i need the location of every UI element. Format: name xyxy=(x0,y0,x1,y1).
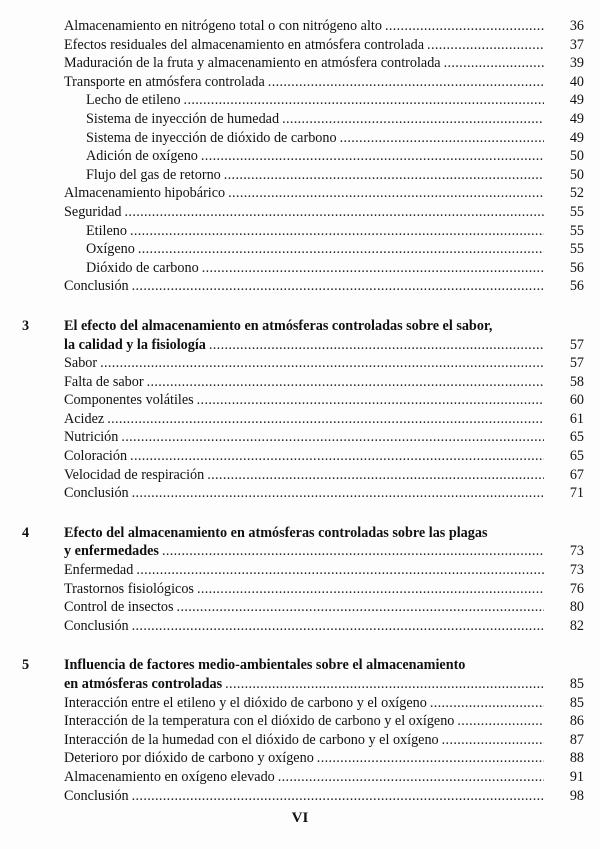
toc-subentry xyxy=(86,110,584,129)
toc-entry-label: Componentes volátiles xyxy=(64,392,194,409)
toc-entry-line xyxy=(64,203,584,222)
toc-page-number: 98 xyxy=(569,787,584,804)
toc-page-number: 57 xyxy=(569,355,584,372)
toc-subentry xyxy=(86,147,584,166)
toc-entry-line xyxy=(64,54,584,73)
chapter-title-line: Influencia de factores medio-ambientales sobre el almacenamiento xyxy=(64,657,466,674)
toc-entry-label: Interacción de la temperatura con el dióxido de carbono y el oxígeno xyxy=(64,713,455,730)
toc-page-number: 56 xyxy=(569,259,584,276)
toc-entry xyxy=(64,354,584,373)
dot-leader xyxy=(197,391,544,410)
toc-entry-label: Deterioro por dióxido de carbono y oxígeno xyxy=(64,750,314,767)
toc-entry-label: Etileno xyxy=(86,222,127,239)
toc-entry xyxy=(64,203,584,222)
toc-page-number: 36 xyxy=(569,18,584,34)
chapter-title-line: Efecto del almacenamiento en atmósferas controladas sobre las plagas xyxy=(64,524,488,541)
toc-page-number: 50 xyxy=(569,148,584,165)
toc-subentry xyxy=(86,240,584,259)
toc-entry-label: Almacenamiento hipobárico xyxy=(64,185,226,202)
toc-entry xyxy=(64,768,584,787)
dot-leader xyxy=(184,91,544,110)
toc-entry-line xyxy=(64,694,584,713)
toc-entry-line xyxy=(64,675,584,694)
toc-page-number: 37 xyxy=(569,36,584,53)
toc-entry-line xyxy=(86,110,584,129)
toc-entry-line xyxy=(86,259,584,278)
toc-entry xyxy=(64,184,584,203)
toc-page-number: 65 xyxy=(569,448,584,465)
toc-entry-line xyxy=(86,129,584,148)
toc-page-number: 82 xyxy=(569,617,584,634)
toc-entry xyxy=(64,54,584,73)
toc-page-number: 56 xyxy=(569,278,584,295)
toc-entry-line xyxy=(64,447,584,466)
toc-entry-line xyxy=(64,731,584,750)
dot-leader xyxy=(125,203,544,222)
toc-entry xyxy=(64,694,584,713)
page-folio: VI xyxy=(291,810,309,826)
toc-page-number: 61 xyxy=(569,410,584,427)
dot-leader xyxy=(282,110,544,129)
chapter-block xyxy=(0,656,600,805)
dot-leader xyxy=(278,768,544,787)
toc-entry-label: Interacción entre el etileno y el dióxido de carbono y el oxígeno xyxy=(64,694,427,711)
toc-entry xyxy=(64,277,584,296)
dot-leader xyxy=(385,17,544,36)
toc-entry-label: Seguridad xyxy=(64,203,122,220)
toc-entry-label: Sistema de inyección de dióxido de carbono xyxy=(86,129,337,146)
toc-subentry xyxy=(86,166,584,185)
toc-entry-label: Efectos residuales del almacenamiento en atmósfera controlada xyxy=(64,36,425,53)
toc-entry-label: Maduración de la fruta y almacenamiento en atmósfera controlada xyxy=(64,55,441,72)
dot-leader xyxy=(268,73,544,92)
toc-entry-label: Sistema de inyección de humedad xyxy=(86,110,280,127)
dot-leader xyxy=(121,428,544,447)
toc-entry xyxy=(64,36,584,55)
dot-leader xyxy=(130,222,544,241)
toc-entry-line xyxy=(64,36,584,55)
toc-entry-label: Enfermedad xyxy=(64,562,134,579)
chapter-number: 5 xyxy=(22,657,30,674)
toc-entry xyxy=(64,731,584,750)
toc-entry-label: Sabor xyxy=(64,355,98,372)
toc-entry-label: Oxígeno xyxy=(86,241,135,258)
toc-page-number: 80 xyxy=(569,599,584,616)
dot-leader xyxy=(100,354,544,373)
dot-leader xyxy=(224,166,544,185)
toc-entry-line xyxy=(64,373,584,392)
toc-entry-line xyxy=(64,336,584,355)
dot-leader xyxy=(132,484,544,503)
dot-leader xyxy=(162,542,544,561)
toc-entry-label: Coloración xyxy=(64,448,128,465)
toc-entry xyxy=(64,466,584,485)
dot-leader xyxy=(228,184,544,203)
toc-entry-line xyxy=(64,428,584,447)
dot-leader xyxy=(209,336,544,355)
chapter-title-line: en atmósferas controladas xyxy=(64,676,223,692)
toc-entry xyxy=(64,580,584,599)
toc-entry-label: Adición de oxígeno xyxy=(86,148,198,165)
toc-entry-line xyxy=(64,484,584,503)
toc-page-number: 49 xyxy=(569,92,584,109)
toc-entry-line xyxy=(64,184,584,203)
dot-leader xyxy=(132,277,544,296)
toc-entry-label: Conclusión xyxy=(64,617,129,634)
dot-leader xyxy=(130,447,544,466)
toc-entry-line xyxy=(64,466,584,485)
toc-entry-line xyxy=(64,768,584,787)
toc-entry xyxy=(64,484,584,503)
toc-page-number: 50 xyxy=(569,166,584,183)
chapter-title xyxy=(64,656,584,693)
toc-entry-line xyxy=(64,787,584,806)
toc-page-number: 73 xyxy=(569,543,584,560)
toc-page-number: 76 xyxy=(569,580,584,597)
toc-entry xyxy=(64,17,584,36)
toc-entry-line xyxy=(64,391,584,410)
toc-entry xyxy=(64,428,584,447)
chapter-number: 4 xyxy=(22,524,30,541)
toc-page-number: 91 xyxy=(569,768,584,785)
toc-entry xyxy=(64,712,584,731)
dot-leader xyxy=(147,373,544,392)
toc-subentry xyxy=(86,259,584,278)
toc-page-number: 73 xyxy=(569,562,584,579)
chapter-block xyxy=(0,524,600,636)
dot-leader xyxy=(317,749,544,768)
toc-page-number: 52 xyxy=(569,185,584,202)
toc-page-number: 85 xyxy=(569,694,584,711)
toc-entry xyxy=(64,410,584,429)
toc-entry-label: Transporte en atmósfera controlada xyxy=(64,73,265,90)
toc-page-number: 71 xyxy=(569,485,584,502)
toc-entry-line xyxy=(64,712,584,731)
toc-subentry xyxy=(86,129,584,148)
toc-entry-line xyxy=(64,542,584,561)
toc-entry-label: Acidez xyxy=(64,410,105,427)
toc-entry-line xyxy=(64,580,584,599)
toc-entry-line xyxy=(64,749,584,768)
toc-entry-label: Lecho de etileno xyxy=(86,92,181,109)
toc-entry xyxy=(64,73,584,92)
toc-entry xyxy=(64,373,584,392)
toc-page-number: 86 xyxy=(569,713,584,730)
toc-entry-line xyxy=(64,598,584,617)
chapter-title xyxy=(64,524,584,561)
toc-entry-line xyxy=(64,277,584,296)
toc-entry-line xyxy=(64,354,584,373)
toc-page-number: 40 xyxy=(569,73,584,90)
toc-page-number: 55 xyxy=(569,203,584,220)
toc-entry xyxy=(64,787,584,806)
toc-page-number: 39 xyxy=(569,55,584,72)
toc-entry-label: Velocidad de respiración xyxy=(64,466,205,483)
toc-page-number: 55 xyxy=(569,222,584,239)
toc-entry-line xyxy=(64,617,584,636)
dot-leader xyxy=(225,675,544,694)
dot-leader xyxy=(202,259,544,278)
toc-page-number: 58 xyxy=(569,373,584,390)
toc-entry-line xyxy=(86,166,584,185)
toc-entry xyxy=(64,391,584,410)
dot-leader xyxy=(138,240,544,259)
toc-entry xyxy=(64,617,584,636)
dot-leader xyxy=(201,147,544,166)
toc-entry-line xyxy=(64,561,584,580)
toc-entry-label: Almacenamiento en nitrógeno total o con nitrógeno alto xyxy=(64,18,382,34)
chapter-number: 3 xyxy=(22,317,30,334)
toc-entry xyxy=(64,749,584,768)
toc-subentry xyxy=(86,222,584,241)
toc-entry-label: Flujo del gas de retorno xyxy=(86,166,221,183)
dot-leader xyxy=(207,466,544,485)
chapter-title-line: El efecto del almacenamiento en atmósferas controladas sobre el sabor, xyxy=(64,317,493,334)
toc-entry-line xyxy=(64,17,584,36)
toc-entry-line xyxy=(86,91,584,110)
toc-page-number: 49 xyxy=(569,110,584,127)
toc-entry xyxy=(64,447,584,466)
chapter-title-row xyxy=(64,675,584,694)
chapter-title-line: la calidad y la fisiología xyxy=(64,336,206,353)
toc-entry-line xyxy=(86,222,584,241)
chapter-title-row xyxy=(64,336,584,355)
chapter-title xyxy=(64,317,584,354)
toc-entry-label: Interacción de la humedad con el dióxido de carbono y el oxígeno xyxy=(64,731,439,748)
dot-leader xyxy=(340,129,544,148)
toc-entry-label: Control de insectos xyxy=(64,599,174,616)
toc-page-number: 60 xyxy=(569,392,584,409)
dot-leader xyxy=(457,712,544,731)
toc-entry-label: Conclusión xyxy=(64,485,129,502)
dot-leader xyxy=(177,598,544,617)
dot-leader xyxy=(136,561,544,580)
chapter-title-row xyxy=(64,542,584,561)
toc-entry-label: Dióxido de carbono xyxy=(86,259,199,276)
toc-entry-label: Almacenamiento en oxígeno elevado xyxy=(64,768,275,785)
toc-page-number: 88 xyxy=(569,750,584,767)
toc-entry-line xyxy=(86,240,584,259)
toc-entry-line xyxy=(64,410,584,429)
toc-page-number: 49 xyxy=(569,129,584,146)
toc-page-number: 87 xyxy=(569,731,584,748)
dot-leader xyxy=(197,580,544,599)
dot-leader xyxy=(132,787,544,806)
toc-page-number: 55 xyxy=(569,241,584,258)
dot-leader xyxy=(444,54,544,73)
dot-leader xyxy=(427,36,544,55)
chapter-title-line: y enfermedades xyxy=(64,543,159,560)
toc-entry-label: Nutrición xyxy=(64,429,119,446)
toc-subentry xyxy=(86,91,584,110)
dot-leader xyxy=(430,694,544,713)
toc-entry-label: Conclusión xyxy=(64,278,129,295)
toc-entry-line xyxy=(86,147,584,166)
toc-entry xyxy=(64,598,584,617)
toc-entry-line xyxy=(64,73,584,92)
toc-entry xyxy=(64,561,584,580)
dot-leader xyxy=(442,731,544,750)
toc-page-number: 65 xyxy=(569,429,584,446)
dot-leader xyxy=(107,410,544,429)
toc-page-number: 85 xyxy=(569,676,584,692)
toc-entry-label: Conclusión xyxy=(64,787,129,804)
table-of-contents xyxy=(0,17,600,805)
toc-entry-label: Falta de sabor xyxy=(64,373,144,390)
toc-entry-label: Trastornos fisiológicos xyxy=(64,580,194,597)
toc-page-number: 57 xyxy=(569,336,584,353)
toc-page-number: 67 xyxy=(569,466,584,483)
dot-leader xyxy=(132,617,544,636)
chapter-block xyxy=(0,317,600,503)
